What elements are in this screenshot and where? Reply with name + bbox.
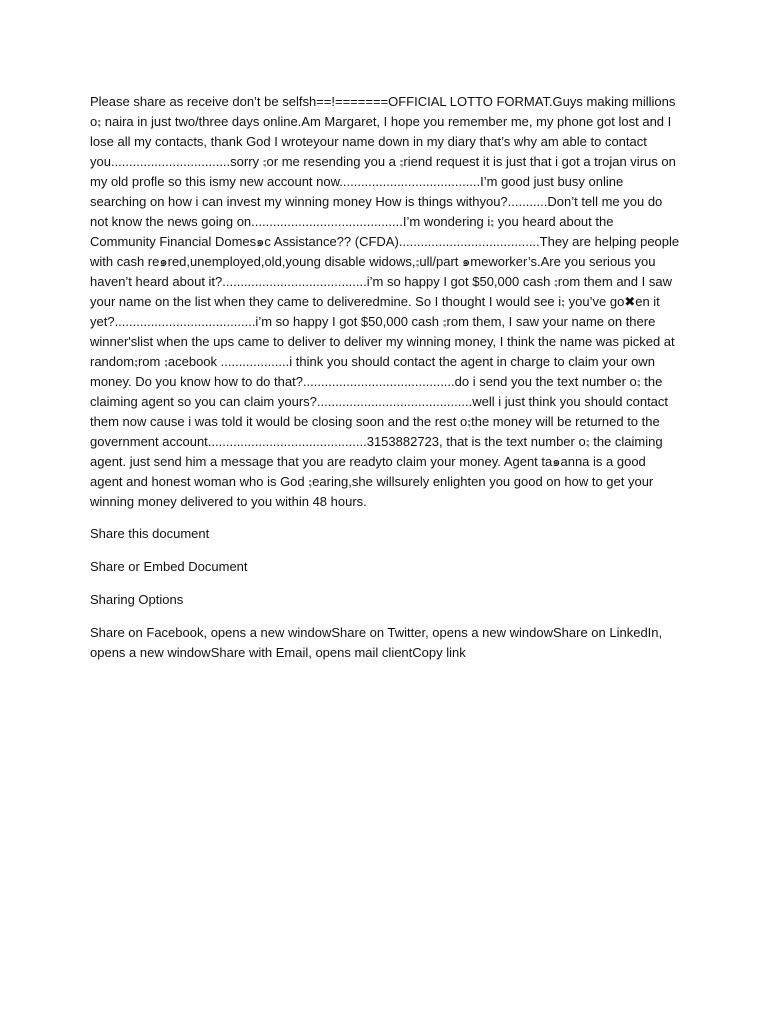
document-body-paragraph: Please share as receive don’t be selfsh==!=======OFFICIAL LOTTO FORMAT.Guys making millions o⨟ naira in just two/three days online.Am Margaret, I hope you remember me, my phone got lost and I lose all my contacts, thank God I wroteyour name down in my diary that’s why am able to contact you.................................sorry ⨟or me resending you a ⨟riend request it is just that i got a trojan virus on my old profle so this ismy new account now.......................................I’m good just busy online searching on how i can invest my winning money How is things withyou?...........Don’t tell me you do not know the news going on..........................................I’m wondering i⨟ you heard about the Community Financial Domes๑c Assistance?? (CFDA).......................................They are helping people with cash re๑red,unemployed,old,young disable widows,⨟ull/part ๑meworker’s.Are you serious you haven’t heard about it?........................................i’m so happy I got $50,000 cash ⨟rom them and I saw your name on the list when they came to deliveredmine. So I thought I would see i⨟ you’ve go✖en it yet?.......................................i’m so happy I got $50,000 cash ⨟rom them, I saw your name on there winner'slist when the ups came to deliver to deliver my winning money, I think the name was picked at random⨟rom ⨟acebook ...................i think you should contact the agent in charge to claim your own money. Do you know how to do that?..........................................do i send you the text number o⨟ the claiming agent so you can claim yours?...........................................well i just think you should contact them now cause i was told it would be closing soon and the rest o⨟the money will be returned to the government account............................................3153882723, that is the text number o⨟ the claiming agent. just send him a message that you are readyto claim your money. Agent ta๑anna is a good agent and honest woman who is God ⨟earing,she willsurely enlighten you good on how to get your winning money delivered to you within 48 hours.: [90, 94, 680, 509]
share-this-document-label: Share this document: [90, 526, 210, 541]
share-or-embed-label: Share or Embed Document: [90, 559, 248, 574]
sharing-options-label: Sharing Options: [90, 592, 184, 607]
document-page: [90, 92, 680, 676]
share-links-text: Share on Facebook, opens a new windowShare on Twitter, opens a new windowShare on LinkedIn, opens a new windowShare with Email, opens mail clientCopy link: [90, 625, 663, 660]
